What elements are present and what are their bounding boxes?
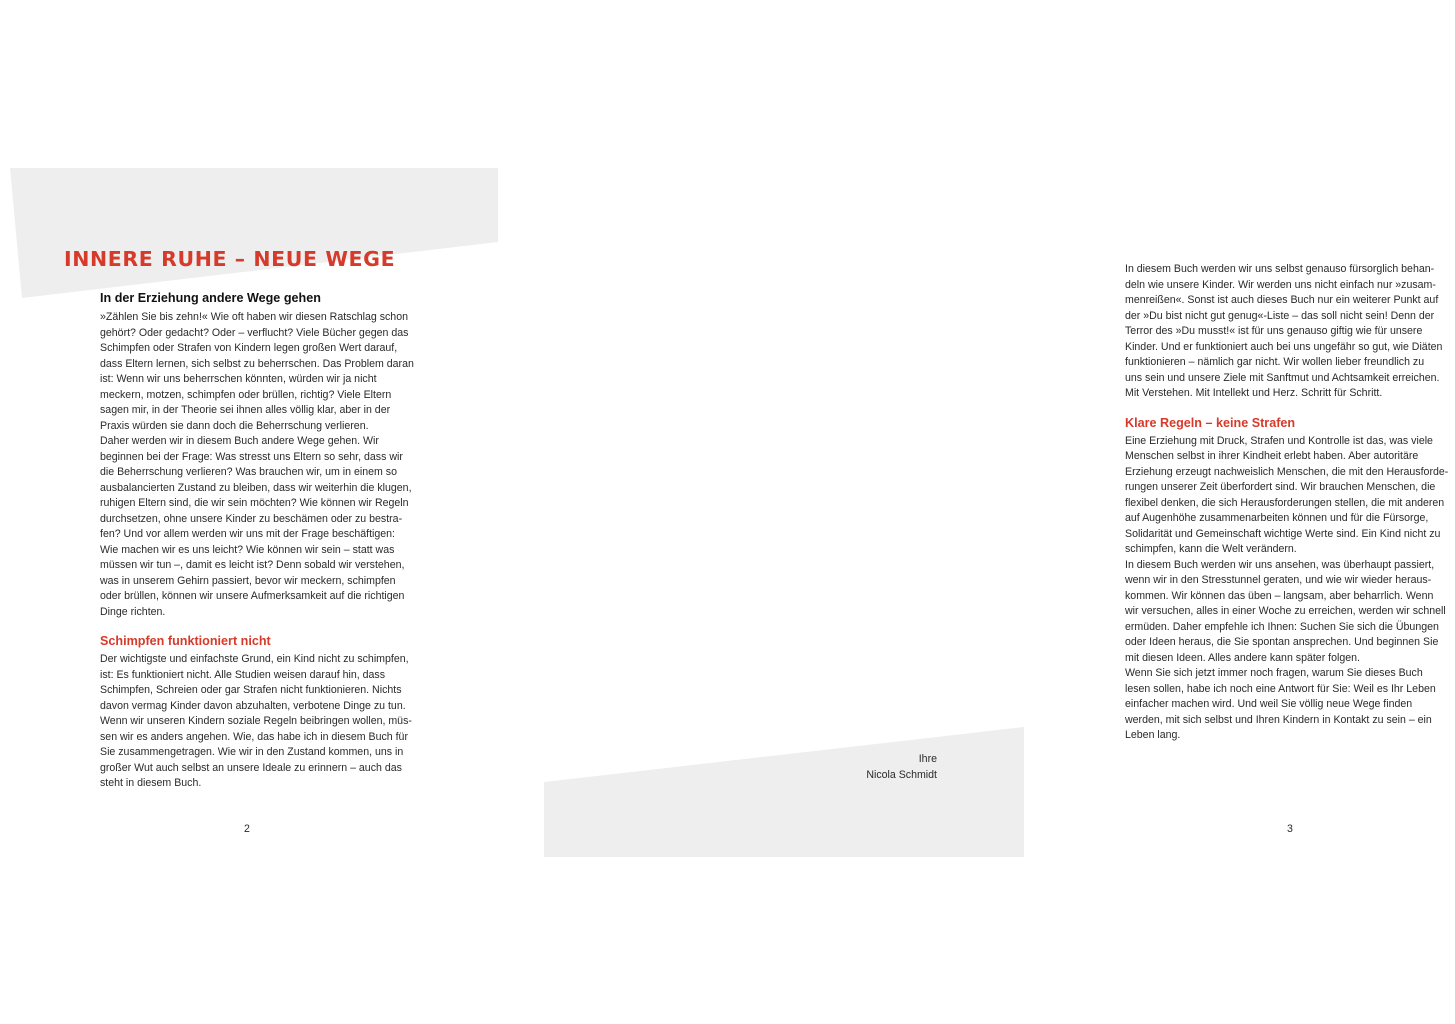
signature-greeting: Ihre bbox=[918, 753, 937, 765]
text-line: Praxis würden sie dann doch die Beherrschung verlieren. bbox=[100, 419, 369, 432]
text-line: davon vermag Kinder davon abzuhalten, verbotene Dinge zu tun. bbox=[100, 699, 406, 712]
text-line: Wenn Sie sich jetzt immer noch fragen, warum Sie dieses Buch bbox=[1125, 667, 1423, 679]
text-line: Sie zusammengetragen. Wie wir in den Zustand kommen, uns in bbox=[100, 746, 404, 758]
intro-body bbox=[1125, 262, 1455, 402]
text-line: rungen unserer Zeit überfordert sind. Wir brauchen Menschen, die bbox=[1125, 481, 1436, 493]
text-line: lesen sollen, habe ich noch eine Antwort für Sie: Weil es Ihr Leben bbox=[1125, 682, 1436, 695]
left-page bbox=[0, 0, 512, 1024]
page-number-left: 2 bbox=[244, 823, 250, 835]
text-line: beginnen bei der Frage: Was stresst uns Eltern so sehr, dass wir bbox=[100, 450, 403, 463]
text-line: uns sein und unsere Ziele mit Sanftmut und Achtsamkeit erreichen. bbox=[1125, 371, 1440, 384]
text-line: sagen mir, in der Theorie sei ihnen alles völlig klar, aber in der bbox=[100, 404, 391, 416]
page-number-right: 3 bbox=[1287, 823, 1293, 835]
text-line: durchsetzen, ohne unsere Kinder zu beschämen oder zu bestra- bbox=[100, 512, 403, 525]
text-line: In diesem Buch werden wir uns selbst genauso fürsorglich behan- bbox=[1125, 263, 1435, 275]
text-line: ist: Wenn wir uns beherrschen könnten, würden wir ja nicht bbox=[100, 373, 377, 385]
section-body-wege bbox=[100, 310, 430, 620]
text-line: Der wichtigste und einfachste Grund, ein Kind nicht zu schimpfen, bbox=[100, 653, 409, 665]
text-line: müssen wir tun –, damit es leicht ist? Denn sobald wir verstehen, bbox=[100, 559, 405, 571]
text-line: Erziehung erzeugt nachweislich Menschen, die mit den Herausforde- bbox=[1125, 465, 1449, 478]
text-line: kommen. Wir können das üben – langsam, aber beharrlich. Wenn bbox=[1125, 589, 1434, 602]
section-body-schimpfen bbox=[100, 652, 430, 792]
text-line: Solidarität und Gemeinschaft wichtige Werte sind. Ein Kind nicht zu bbox=[1125, 527, 1441, 540]
text-line: schimpfen, kann die Welt verändern. bbox=[1125, 543, 1297, 555]
text-line: gehört? Oder gedacht? Oder – verflucht? Viele Bücher gegen das bbox=[100, 326, 409, 339]
text-line: Menschen selbst in ihrer Kindheit erlebt haben. Aber autoritäre bbox=[1125, 450, 1419, 462]
section-heading-regeln: Klare Regeln – keine Strafen bbox=[1125, 415, 1296, 430]
text-line: ruhigen Eltern sind, die wir sein möchten? Wie können wir Regeln bbox=[100, 497, 409, 509]
text-line: mit diesen Ideen. Alles andere kann später folgen. bbox=[1125, 651, 1360, 664]
text-line: einfacher machen wird. Und weil Sie völlig neue Wege finden bbox=[1125, 698, 1413, 710]
text-line: was in unserem Gehirn passiert, bevor wir meckern, schimpfen bbox=[100, 574, 396, 587]
text-line: Kinder. Und er funktioniert auch bei uns ungefähr so gut, wie Diäten bbox=[1125, 340, 1443, 353]
text-line: fen? Und vor allem werden wir uns mit der Frage beschäftigen: bbox=[100, 528, 396, 540]
section-body-regeln bbox=[1125, 434, 1455, 744]
text-line: auf Augenhöhe zusammenarbeiten können und für die Fürsorge, bbox=[1125, 512, 1429, 524]
text-line: Terror des »Du musst!« ist für uns genauso giftig wie für unsere bbox=[1125, 325, 1423, 337]
text-line: dass Eltern lernen, sich selbst zu beherrschen. Das Problem daran bbox=[100, 357, 414, 370]
text-line: Wie machen wir es uns leicht? Wie können wir sein – statt was bbox=[100, 543, 395, 556]
text-line: Schimpfen, Schreien oder gar Strafen nicht funktionieren. Nichts bbox=[100, 684, 402, 696]
signature bbox=[866, 752, 937, 783]
text-line: flexibel denken, die sich Herausforderungen stellen, die mit anderen bbox=[1125, 496, 1445, 509]
text-line: Dinge richten. bbox=[100, 605, 166, 618]
text-line: werden, mit sich selbst und Ihren Kindern in Kontakt zu sein – ein bbox=[1125, 713, 1432, 726]
text-line: der »Du bist nicht gut genug«-Liste – das soll nicht sein! Denn der bbox=[1125, 309, 1435, 322]
text-line: funktionieren – nämlich gar nicht. Wir wollen lieber freundlich zu bbox=[1125, 356, 1425, 368]
right-page bbox=[512, 0, 1449, 1024]
text-line: großer Wut auch selbst an unsere Ideale zu erinnern – auch das bbox=[100, 761, 402, 774]
text-line: ermüden. Daher empfehle ich Ihnen: Suchen Sie sich die Übungen bbox=[1125, 620, 1439, 633]
text-line: Mit Verstehen. Mit Intellekt und Herz. Schritt für Schritt. bbox=[1125, 387, 1383, 399]
text-line: ausbalancierten Zustand zu bleiben, dass wir weiterhin die klugen, bbox=[100, 481, 412, 494]
left-text-column bbox=[100, 290, 430, 792]
text-line: menreißen«. Sonst ist auch dieses Buch nur ein weiterer Punkt auf bbox=[1125, 294, 1439, 306]
chapter-title: INNERE RUHE – NEUE WEGE bbox=[64, 247, 396, 271]
text-line: In diesem Buch werden wir uns ansehen, was überhaupt passiert, bbox=[1125, 558, 1435, 571]
text-line: die Beherrschung verlieren? Was brauchen wir, um in einem so bbox=[100, 466, 397, 478]
section-heading-wege: In der Erziehung andere Wege gehen bbox=[100, 291, 321, 305]
section-heading-schimpfen: Schimpfen funktioniert nicht bbox=[100, 634, 271, 648]
text-line: Wenn wir unseren Kindern soziale Regeln beibringen wollen, müs- bbox=[100, 715, 412, 727]
text-line: Eine Erziehung mit Druck, Strafen und Kontrolle ist das, was viele bbox=[1125, 434, 1433, 447]
text-line: oder Ideen heraus, die Sie spontan ansprechen. Und beginnen Sie bbox=[1125, 636, 1439, 648]
text-line: Daher werden wir in diesem Buch andere Wege gehen. Wir bbox=[100, 435, 379, 447]
text-line: Schimpfen oder Strafen von Kindern legen großen Wert darauf, bbox=[100, 342, 398, 354]
text-line: wir versuchen, alles in einer Woche zu erreichen, werden wir schnell bbox=[1125, 605, 1446, 617]
right-text-column bbox=[1125, 262, 1455, 744]
text-line: steht in diesem Buch. bbox=[100, 777, 202, 789]
text-line: ist: Es funktioniert nicht. Alle Studien weisen darauf hin, dass bbox=[100, 668, 386, 681]
text-line: Leben lang. bbox=[1125, 729, 1181, 741]
text-line: wenn wir in den Stresstunnel geraten, und wie wir wieder heraus- bbox=[1125, 574, 1432, 586]
text-line: »Zählen Sie bis zehn!« Wie oft haben wir diesen Ratschlag schon bbox=[100, 311, 408, 323]
text-line: sen wir es anders angehen. Wie, das habe ich in diesem Buch für bbox=[100, 730, 408, 743]
text-line: oder brüllen, können wir unsere Aufmerksamkeit auf die richtigen bbox=[100, 590, 405, 602]
text-line: deln wie unsere Kinder. Wir werden uns nicht einfach nur »zusam- bbox=[1125, 278, 1436, 291]
text-line: meckern, motzen, schimpfen oder brüllen, richtig? Viele Eltern bbox=[100, 388, 392, 401]
signature-name: Nicola Schmidt bbox=[866, 768, 937, 781]
